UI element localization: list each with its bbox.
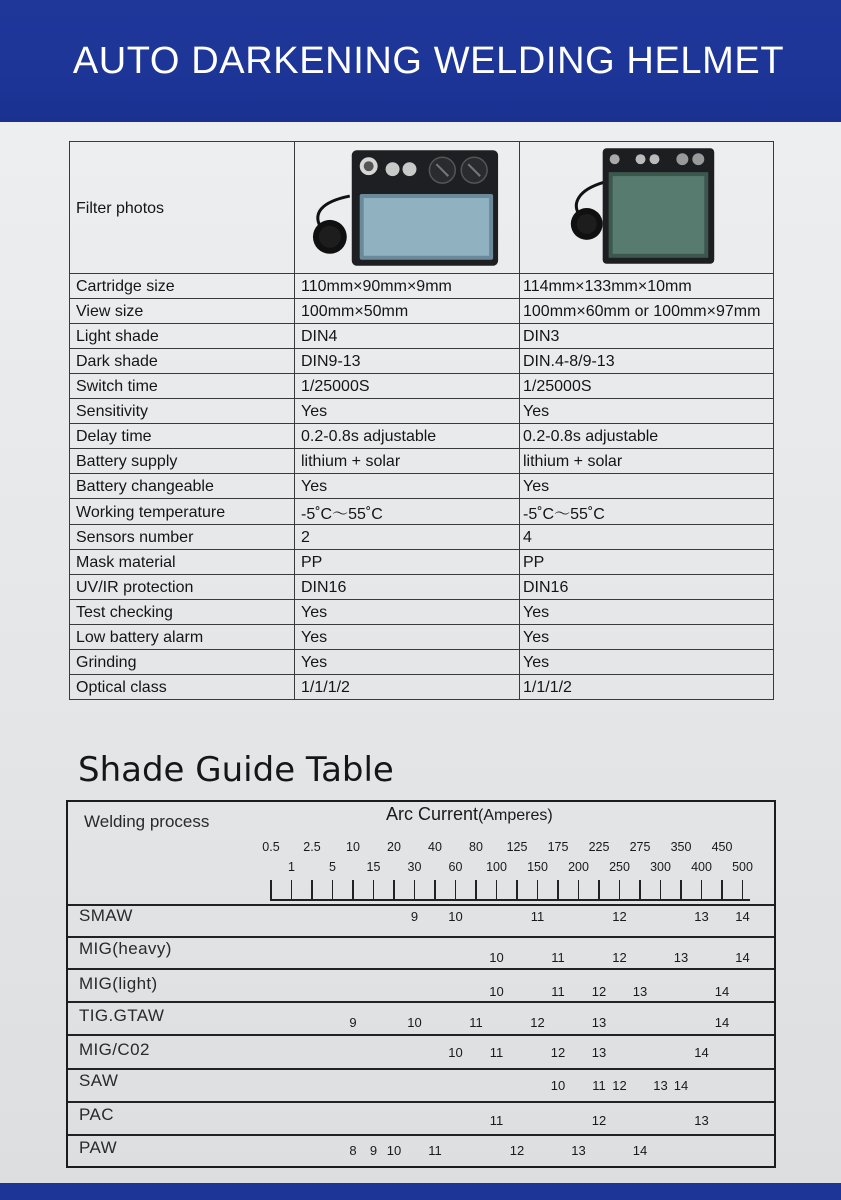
welding-process-label: SMAW (79, 906, 133, 925)
shade-row-divider (68, 1134, 774, 1136)
current-label-bottom: 500 (732, 860, 753, 874)
shade-number: 11 (428, 1143, 442, 1158)
shade-guide-title: Shade Guide Table (78, 750, 394, 790)
spec-value-filter-1: 0.2-0.8s adjustable (295, 424, 520, 449)
spec-label: Battery supply (70, 449, 295, 474)
shade-number: 12 (591, 984, 607, 999)
current-tick (434, 880, 436, 899)
shade-guide-table (66, 800, 776, 1168)
current-label-bottom: 250 (609, 860, 630, 874)
shade-number: 10 (550, 1078, 566, 1093)
shade-number: 9 (410, 909, 419, 924)
spec-value-filter-1: DIN4 (295, 324, 520, 349)
current-tick (373, 880, 375, 899)
shade-number: 8 (349, 1143, 357, 1158)
shade-row-divider (68, 1101, 774, 1103)
spec-value-filter-1: Yes (295, 650, 520, 675)
current-label-top: 350 (670, 840, 692, 854)
spec-value-filter-2: 4 (520, 525, 774, 550)
shade-number: 11 (489, 1113, 504, 1128)
spec-label: Grinding (70, 650, 295, 675)
shade-number: 9 (349, 1015, 357, 1030)
spec-value-filter-2: DIN16 (520, 575, 774, 600)
spec-value-filter-2: Yes (520, 474, 774, 499)
spec-label: Dark shade (70, 349, 295, 374)
spec-value-filter-2: Yes (520, 600, 774, 625)
shade-row-divider (68, 904, 774, 906)
shade-number: 14 (714, 984, 730, 999)
welding-process-label: SAW (79, 1071, 119, 1090)
title-banner (0, 0, 841, 122)
spec-value-filter-1: lithium + solar (295, 449, 520, 474)
current-label-bottom: 300 (650, 860, 671, 874)
shade-number: 11 (469, 1015, 483, 1030)
shade-number: 12 (612, 1078, 627, 1093)
welding-process-label: MIG(heavy) (79, 939, 172, 958)
spec-value-filter-1: 100mm×50mm (295, 299, 520, 324)
current-label-top: 125 (506, 840, 528, 854)
spec-value-filter-2: PP (520, 550, 774, 575)
welding-process-label: MIG/C02 (79, 1040, 150, 1059)
spec-label: Working temperature (70, 499, 295, 525)
shade-number: 13 (591, 1015, 607, 1030)
spec-value-filter-2: 0.2-0.8s adjustable (520, 424, 774, 449)
shade-number: 10 (448, 1045, 463, 1060)
shade-number: 10 (489, 950, 504, 965)
page-title: AUTO DARKENING WELDING HELMET (72, 40, 785, 82)
current-tick (414, 880, 416, 899)
spec-value-filter-1: PP (295, 550, 520, 575)
shade-row-divider (68, 1034, 774, 1036)
spec-value-filter-1: 1/1/1/2 (295, 675, 520, 700)
spec-label: Low battery alarm (70, 625, 295, 650)
shade-number: 13 (673, 950, 689, 965)
spec-row (70, 575, 774, 600)
current-label-bottom: 200 (568, 860, 589, 874)
spec-label: Mask material (70, 550, 295, 575)
current-label-bottom: 400 (691, 860, 712, 874)
filter-photo-label: Filter photos (70, 142, 295, 274)
shade-number: 9 (369, 1143, 378, 1158)
spec-row (70, 399, 774, 424)
shade-row-divider (68, 968, 774, 970)
current-tick (496, 880, 498, 899)
arc-current-header (386, 804, 553, 825)
current-label-bottom: 5 (329, 860, 336, 874)
arc-current-label: Arc Current (386, 804, 479, 824)
current-label-top: 80 (469, 840, 483, 854)
shade-row-divider (68, 936, 774, 938)
bottom-banner (0, 1183, 841, 1200)
shade-number: 12 (509, 1143, 525, 1158)
current-label-bottom: 60 (448, 860, 463, 874)
spec-value-filter-1: 110mm×90mm×9mm (295, 274, 520, 299)
current-tick (311, 880, 313, 899)
current-label-bottom: 30 (407, 860, 422, 874)
spec-row (70, 349, 774, 374)
shade-number: 13 (653, 1078, 668, 1093)
spec-value-filter-2: -5˚C～55˚C (520, 499, 774, 525)
spec-value-filter-2: 114mm×133mm×10mm (520, 274, 774, 299)
spec-value-filter-1: DIN16 (295, 575, 520, 600)
current-tick (639, 880, 641, 899)
spec-label: UV/IR protection (70, 575, 295, 600)
current-label-top: 450 (711, 840, 733, 854)
spec-value-filter-2: DIN3 (520, 324, 774, 349)
current-tick (537, 880, 539, 899)
shade-row-divider (68, 1068, 774, 1070)
shade-number: 14 (673, 1078, 689, 1093)
current-label-top: 40 (428, 840, 442, 854)
spec-value-filter-1: Yes (295, 600, 520, 625)
arc-current-unit: (Amperes) (478, 807, 553, 824)
spec-label: Test checking (70, 600, 295, 625)
spec-label: Cartridge size (70, 274, 295, 299)
spec-value-filter-2: Yes (520, 399, 774, 424)
shade-number: 13 (591, 1045, 607, 1060)
shade-number: 12 (612, 950, 627, 965)
filter-photo-row (70, 142, 774, 274)
current-tick (742, 880, 744, 899)
spec-value-filter-1: DIN9-13 (295, 349, 520, 374)
spec-label: Delay time (70, 424, 295, 449)
current-label-top: 10 (346, 840, 360, 854)
spec-label: Switch time (70, 374, 295, 399)
current-tick (332, 880, 334, 899)
spec-row (70, 449, 774, 474)
spec-row (70, 424, 774, 449)
current-tick (270, 880, 272, 899)
welding-process-label: MIG(light) (79, 974, 158, 993)
spec-value-filter-2: Yes (520, 650, 774, 675)
welding-process-header: Welding process (84, 812, 210, 831)
spec-label: View size (70, 299, 295, 324)
current-label-top: 175 (547, 840, 569, 854)
spec-label: Battery changeable (70, 474, 295, 499)
shade-number: 14 (714, 1015, 730, 1030)
current-tick (475, 880, 477, 899)
spec-row (70, 299, 774, 324)
shade-number: 12 (591, 1113, 607, 1128)
spec-value-filter-1: Yes (295, 625, 520, 650)
spec-row (70, 525, 774, 550)
current-tick (455, 880, 457, 899)
shade-number: 14 (694, 1045, 709, 1060)
current-label-bottom: 1 (288, 860, 295, 874)
shade-row-divider (68, 1001, 774, 1003)
shade-number: 10 (407, 1015, 422, 1030)
spec-row (70, 474, 774, 499)
spec-row (70, 499, 774, 525)
shade-number: 13 (632, 984, 648, 999)
shade-number: 11 (592, 1078, 606, 1093)
spec-table (69, 141, 774, 700)
filter-photo-2 (520, 142, 774, 274)
shade-number: 10 (448, 909, 463, 924)
spec-value-filter-1: 2 (295, 525, 520, 550)
welding-process-label: TIG.GTAW (79, 1006, 165, 1025)
welding-process-label: PAC (79, 1105, 114, 1124)
shade-number: 10 (489, 984, 504, 999)
current-tick (557, 880, 559, 899)
current-label-top: 20 (387, 840, 401, 854)
shade-number: 12 (550, 1045, 566, 1060)
current-label-bottom: 150 (527, 860, 548, 874)
current-tick (578, 880, 580, 899)
spec-row (70, 274, 774, 299)
spec-table-body (70, 142, 774, 700)
current-tick (721, 880, 723, 899)
shade-number: 14 (735, 950, 750, 965)
current-tick (680, 880, 682, 899)
spec-label: Sensors number (70, 525, 295, 550)
spec-row (70, 675, 774, 700)
current-tick (619, 880, 621, 899)
spec-row (70, 600, 774, 625)
current-tick (291, 880, 293, 899)
shade-number: 11 (551, 984, 565, 999)
filter-photo-1 (295, 142, 520, 274)
spec-row (70, 650, 774, 675)
spec-value-filter-1: 1/25000S (295, 374, 520, 399)
shade-number: 14 (735, 909, 750, 924)
spec-value-filter-1: -5˚C～55˚C (295, 499, 520, 525)
welding-process-label: PAW (79, 1138, 118, 1157)
shade-number: 13 (694, 909, 709, 924)
spec-label: Optical class (70, 675, 295, 700)
shade-number: 11 (530, 909, 545, 924)
cartridge-photo-2 (525, 144, 768, 268)
current-label-top: 275 (629, 840, 651, 854)
current-label-top: 0.5 (262, 840, 280, 854)
shade-number: 13 (694, 1113, 709, 1128)
cartridge-photo-1 (300, 144, 514, 268)
shade-number: 10 (386, 1143, 402, 1158)
spec-row (70, 550, 774, 575)
current-label-bottom: 100 (486, 860, 507, 874)
shade-number: 13 (571, 1143, 586, 1158)
current-tick (352, 880, 354, 899)
current-scale-baseline (270, 899, 750, 901)
current-label-top: 2.5 (303, 840, 321, 854)
current-tick (598, 880, 600, 899)
shade-number: 12 (530, 1015, 545, 1030)
current-tick (516, 880, 518, 899)
shade-number: 11 (489, 1045, 504, 1060)
current-tick (701, 880, 703, 899)
spec-label: Sensitivity (70, 399, 295, 424)
current-tick (393, 880, 395, 899)
current-label-bottom: 15 (366, 860, 381, 874)
spec-value-filter-2: DIN.4-8/9-13 (520, 349, 774, 374)
shade-number: 12 (612, 909, 627, 924)
shade-number: 11 (551, 950, 565, 965)
spec-value-filter-2: Yes (520, 625, 774, 650)
shade-number: 14 (632, 1143, 648, 1158)
spec-row (70, 625, 774, 650)
current-label-top: 225 (588, 840, 610, 854)
spec-value-filter-1: Yes (295, 399, 520, 424)
current-tick (660, 880, 662, 899)
spec-value-filter-1: Yes (295, 474, 520, 499)
spec-row (70, 324, 774, 349)
spec-label: Light shade (70, 324, 295, 349)
spec-value-filter-2: 1/25000S (520, 374, 774, 399)
spec-row (70, 374, 774, 399)
spec-value-filter-2: lithium + solar (520, 449, 774, 474)
spec-value-filter-2: 1/1/1/2 (520, 675, 774, 700)
spec-value-filter-2: 100mm×60mm or 100mm×97mm (520, 299, 774, 324)
